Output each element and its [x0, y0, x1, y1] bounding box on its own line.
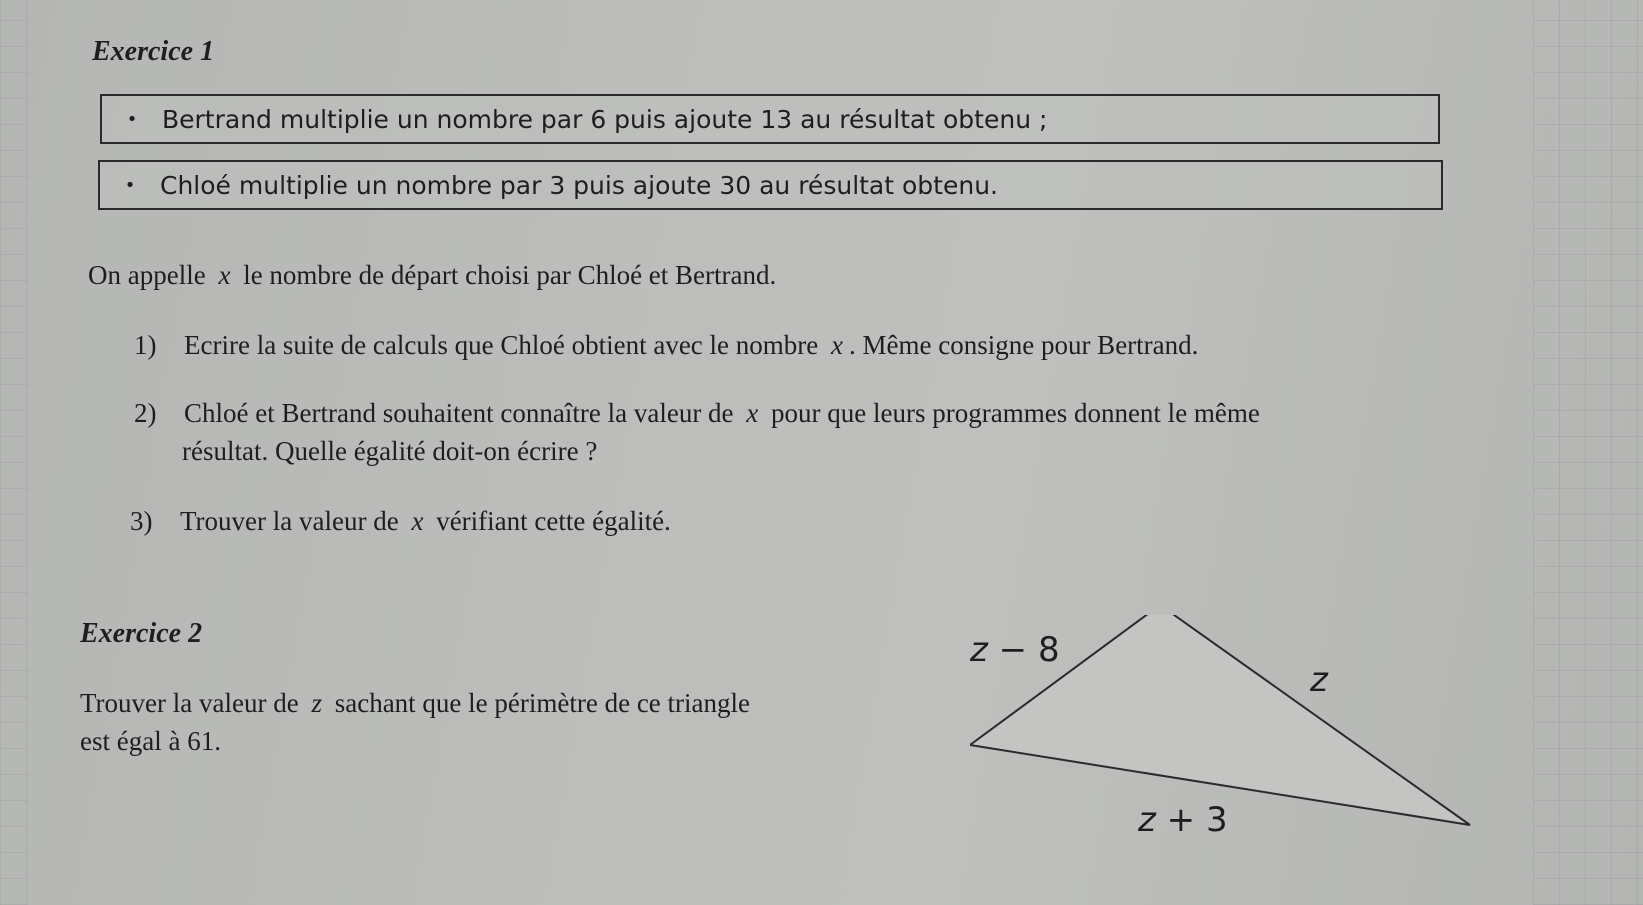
question-2-line2: résultat. Quelle égalité doit-on écrire ?: [182, 436, 598, 466]
question-3: [130, 506, 671, 537]
question-text-after: pour que leurs programmes donnent le même: [771, 398, 1260, 428]
exercise2-heading: Exercice 2: [80, 618, 203, 649]
variable-z: z: [311, 688, 322, 718]
variable-x: x: [746, 398, 759, 428]
variable-z: z: [970, 630, 988, 670]
variable-x: x: [411, 506, 424, 536]
exercise2-text-before: Trouver la valeur de: [80, 688, 299, 718]
triangle-side-label-right: [1310, 660, 1328, 700]
bullet-text: Chloé multiplie un nombre par 3 puis ajoute 30 au résultat obtenu.: [160, 170, 998, 200]
bullet-text: Bertrand multiplie un nombre par 6 puis ajoute 13 au résultat obtenu ;: [162, 104, 1048, 134]
question-number: 3): [130, 506, 153, 536]
intro-text-before: On appelle: [88, 260, 206, 290]
side-label-rest: − 8: [987, 630, 1060, 670]
exercise1-heading: Exercice 1: [92, 36, 215, 67]
bullet-icon: •: [126, 108, 138, 130]
side-label-rest: + 3: [1155, 800, 1228, 840]
variable-z: z: [1310, 660, 1328, 700]
exercise1-bullet-bertrand: [100, 94, 1440, 144]
notebook-grid-right: [1533, 0, 1643, 905]
question-number: 2): [134, 398, 157, 428]
question-number: 1): [134, 330, 157, 360]
question-text-before: Ecrire la suite de calculs que Chloé obtient avec le nombre: [184, 330, 819, 360]
question-1: [134, 330, 1198, 361]
bullet-icon: •: [124, 174, 136, 196]
variable-x: x: [831, 330, 843, 360]
question-text-before: Trouver la valeur de: [180, 506, 399, 536]
exercise1-intro: [88, 260, 776, 291]
question-2: [134, 398, 1260, 429]
triangle-side-label-bottom: [1138, 800, 1228, 840]
question-text-after: . Même consigne pour Bertrand.: [848, 330, 1199, 360]
variable-x: x: [218, 260, 231, 290]
exercise2-text-line2: est égal à 61.: [80, 726, 221, 756]
variable-z: z: [1138, 800, 1156, 840]
exercise2-text-after: sachant que le périmètre de ce triangle: [334, 688, 751, 718]
triangle-side-label-top-left: [970, 630, 1060, 670]
exercise1-bullet-chloe: [98, 160, 1443, 210]
question-text-before: Chloé et Bertrand souhaitent connaître la valeur de: [184, 398, 734, 428]
notebook-grid-left: [0, 0, 28, 905]
question-text-after: vérifiant cette égalité.: [436, 506, 671, 536]
intro-text-after: le nombre de départ choisi par Chloé et Bertrand.: [243, 260, 777, 290]
exercise2-text: [80, 688, 750, 719]
